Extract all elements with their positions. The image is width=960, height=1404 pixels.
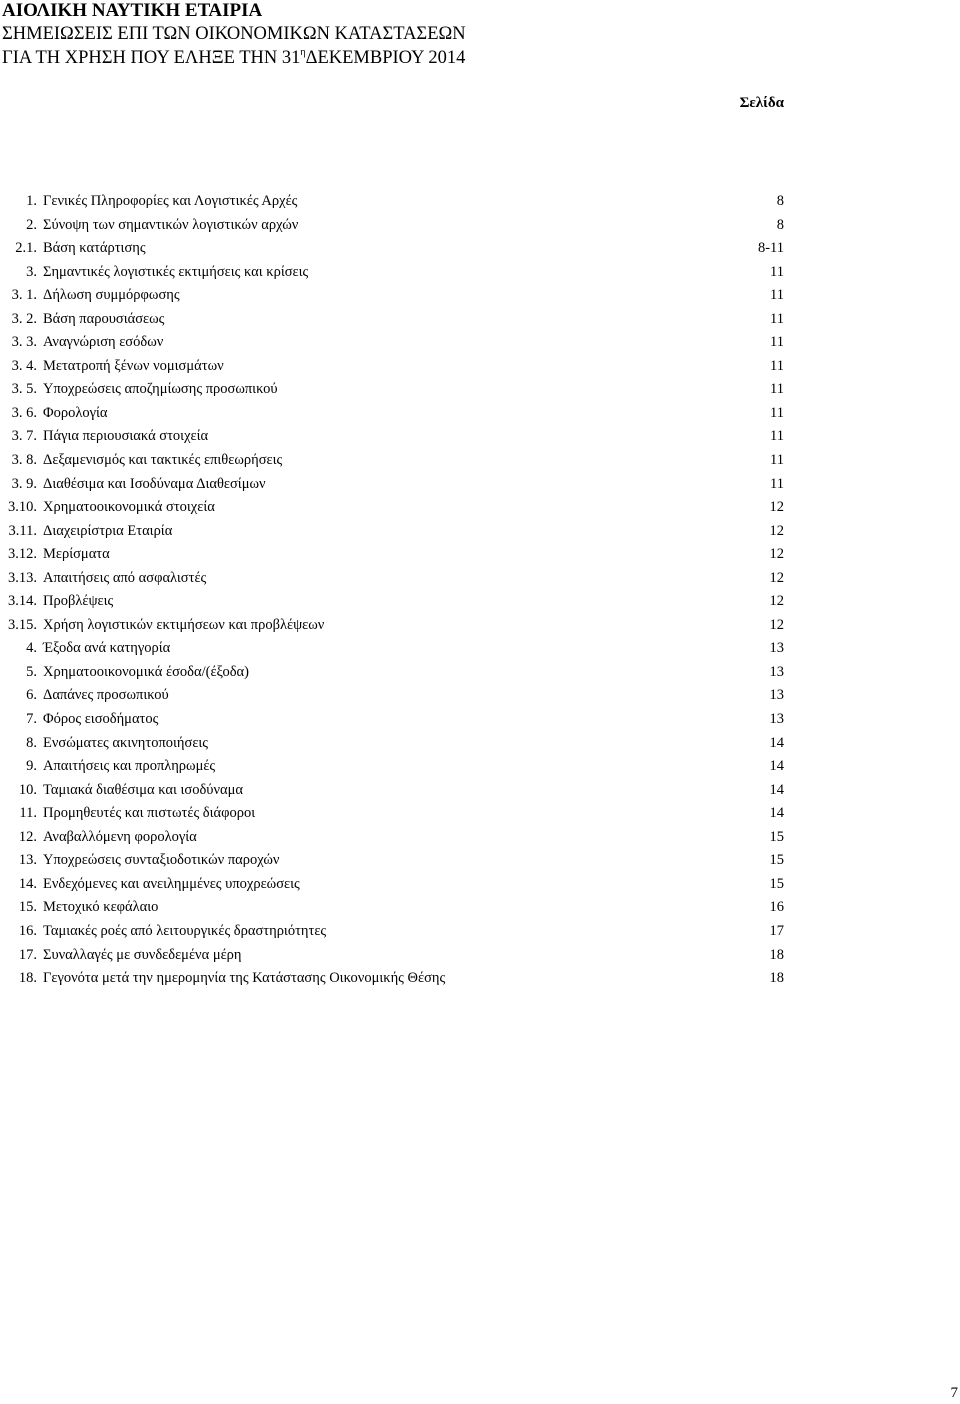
toc-entry-title: Σύνοψη των σημαντικών λογιστικών αρχών: [43, 216, 299, 233]
page-column-label: Σελίδα: [739, 95, 784, 111]
toc-entry-title: Αναβαλλόμενη φορολογία: [43, 828, 197, 845]
document-period: [2, 46, 702, 70]
toc-entry-number: 10.: [18, 781, 37, 798]
company-name: ΑΙΟΛΙΚΗ ΝΑΥΤΙΚΗ ΕΤΑΙΡΙΑ: [2, 0, 263, 21]
toc-entry-number: 5.: [26, 663, 37, 680]
toc-entry-page: 14: [769, 781, 784, 798]
table-of-contents: [0, 190, 960, 991]
toc-entry: [0, 308, 960, 332]
toc-entry: [0, 331, 960, 355]
toc-entry: [0, 614, 960, 638]
toc-entry-page: 12: [769, 522, 784, 539]
toc-entry-page: 12: [769, 616, 784, 633]
toc-entry-page: 11: [770, 381, 784, 398]
toc-entry: [0, 520, 960, 544]
toc-entry-title: Χρήση λογιστικών εκτιμήσεων και προβλέψεων: [43, 616, 325, 633]
toc-entry-title: Υποχρεώσεις αποζημίωσης προσωπικού: [43, 381, 278, 398]
toc-entry-number: 3.: [26, 263, 37, 280]
toc-entry: [0, 661, 960, 685]
toc-entry-page: 11: [770, 263, 784, 280]
toc-entry-title: Διαθέσιμα και Ισοδύναμα Διαθεσίμων: [43, 475, 266, 492]
toc-entry-page: 11: [770, 404, 784, 421]
toc-entry: [0, 826, 960, 850]
toc-entry-number: 1.: [26, 193, 37, 209]
toc-entry-number: 3. 1.: [11, 287, 37, 304]
toc-entry-page: 16: [769, 899, 784, 916]
toc-entry: [0, 449, 960, 473]
toc-entry-page: 12: [769, 593, 784, 610]
toc-entry-title: Χρηματοοικονομικά έσοδα/(έξοδα): [43, 663, 249, 680]
toc-entry-number: 3. 7.: [11, 428, 37, 445]
toc-entry-page: 8: [776, 216, 784, 233]
toc-entry-title: Απαιτήσεις από ασφαλιστές: [43, 569, 207, 586]
toc-entry-number: 18.: [18, 970, 37, 987]
toc-entry-page: 18: [769, 946, 784, 963]
toc-entry-page: 13: [769, 663, 784, 680]
toc-entry-title: Γενικές Πληροφορίες και Λογιστικές Αρχές: [43, 193, 298, 209]
toc-entry-title: Μετοχικό κεφάλαιο: [43, 899, 159, 916]
toc-entry-title: Έξοδα ανά κατηγορία: [43, 640, 171, 657]
toc-entry-page: 13: [769, 687, 784, 704]
toc-entry-page: 15: [769, 875, 784, 892]
toc-entry-number: 3. 5.: [11, 381, 37, 398]
toc-entry-page: 12: [769, 569, 784, 586]
toc-entry: [0, 473, 960, 497]
toc-entry: [0, 237, 960, 261]
toc-entry-number: 3. 9.: [11, 475, 37, 492]
toc-entry-number: 3. 2.: [11, 310, 37, 327]
toc-entry-page: 14: [769, 758, 784, 775]
toc-entry-title: Ενδεχόμενες και ανειλημμένες υποχρεώσεις: [43, 875, 300, 892]
toc-entry-number: 8.: [26, 734, 37, 751]
toc-entry-page: 12: [769, 546, 784, 563]
toc-entry-title: Σημαντικές λογιστικές εκτιμήσεις και κρίσεις: [43, 263, 309, 280]
toc-entry: [0, 425, 960, 449]
toc-entry-title: Προμηθευτές και πιστωτές διάφοροι: [43, 805, 256, 822]
toc-entry: [0, 284, 960, 308]
toc-entry-title: Γεγονότα μετά την ημερομηνία της Κατάστασης Οικονομικής Θέσης: [43, 970, 446, 987]
toc-entry: [0, 190, 960, 214]
toc-entry: [0, 496, 960, 520]
toc-entry: [0, 637, 960, 661]
toc-entry-number: 2.: [26, 216, 37, 233]
toc-entry-number: 4.: [26, 640, 37, 657]
toc-entry-title: Βάση παρουσιάσεως: [43, 310, 165, 327]
toc-entry-number: 3.11.: [8, 522, 37, 539]
toc-entry-page: 11: [770, 475, 784, 492]
toc-entry-title: Υποχρεώσεις συνταξιοδοτικών παροχών: [43, 852, 280, 869]
toc-entry-title: Βάση κατάρτισης: [43, 240, 146, 257]
toc-entry-number: 15.: [18, 899, 37, 916]
toc-entry-page: 11: [770, 452, 784, 469]
toc-entry-title: Ενσώματες ακινητοποιήσεις: [43, 734, 209, 751]
toc-entry-number: 2.1.: [15, 240, 37, 257]
toc-entry: [0, 967, 960, 991]
toc-entry-page: 15: [769, 852, 784, 869]
toc-entry: [0, 355, 960, 379]
document-header: [2, 0, 702, 70]
toc-entry: [0, 779, 960, 803]
toc-entry-page: 14: [769, 805, 784, 822]
toc-entry-title: Χρηματοοικονομικά στοιχεία: [43, 499, 215, 516]
toc-entry-number: 3.13.: [8, 569, 37, 586]
toc-entry: [0, 802, 960, 826]
toc-entry-title: Δαπάνες προσωπικού: [43, 687, 169, 704]
toc-entry-number: 3. 4.: [11, 357, 37, 374]
period-suffix: ΔΕΚΕΜΒΡΙΟΥ 2014: [305, 48, 466, 68]
toc-entry-title: Φορολογία: [43, 404, 108, 421]
toc-entry: [0, 214, 960, 238]
toc-entry: [0, 543, 960, 567]
toc-entry-title: Ταμιακά διαθέσιμα και ισοδύναμα: [43, 781, 244, 798]
period-prefix: ΓΙΑ ΤΗ ΧΡΗΣΗ ΠΟΥ ΕΛΗΞΕ ΤΗΝ 31: [2, 48, 301, 68]
toc-entry: [0, 402, 960, 426]
toc-entry-page: 8: [776, 193, 784, 209]
toc-entry-page: 13: [769, 711, 784, 728]
toc-entry: [0, 732, 960, 756]
toc-entry-title: Απαιτήσεις και προπληρωμές: [43, 758, 216, 775]
toc-entry: [0, 896, 960, 920]
toc-entry-number: 16.: [18, 922, 37, 939]
toc-entry-page: 11: [770, 287, 784, 304]
toc-entry-title: Δήλωση συμμόρφωσης: [43, 287, 180, 304]
toc-entry: [0, 849, 960, 873]
toc-entry-title: Αναγνώριση εσόδων: [43, 334, 164, 351]
toc-entry-number: 3. 8.: [11, 452, 37, 469]
toc-entry-number: 3.14.: [8, 593, 37, 610]
toc-entry: [0, 378, 960, 402]
toc-entry: [0, 684, 960, 708]
toc-entry-page: 12: [769, 499, 784, 516]
toc-entry: [0, 944, 960, 968]
toc-entry-page: 11: [770, 428, 784, 445]
toc-entry-number: 3. 6.: [11, 404, 37, 421]
document-title: ΣΗΜΕΙΩΣΕΙΣ ΕΠΙ ΤΩΝ ΟΙΚΟΝΟΜΙΚΩΝ ΚΑΤΑΣΤΑΣΕΩΝ: [2, 24, 466, 44]
toc-entry-title: Ταμιακές ροές από λειτουργικές δραστηριότητες: [43, 922, 327, 939]
toc-entry-page: 18: [769, 970, 784, 987]
toc-entry-title: Μετατροπή ξένων νομισμάτων: [43, 357, 224, 374]
toc-entry-page: 11: [770, 334, 784, 351]
toc-entry-page: 17: [769, 922, 784, 939]
toc-entry-number: 13.: [18, 852, 37, 869]
toc-entry: [0, 755, 960, 779]
toc-entry-number: 6.: [26, 687, 37, 704]
toc-entry-page: 8-11: [757, 240, 784, 257]
toc-entry: [0, 590, 960, 614]
toc-entry-title: Δεξαμενισμός και τακτικές επιθεωρήσεις: [43, 452, 283, 469]
toc-entry: [0, 567, 960, 591]
toc-entry-page: 15: [769, 828, 784, 845]
toc-entry-page: 11: [770, 357, 784, 374]
toc-entry-number: 3. 3.: [11, 334, 37, 351]
toc-entry-number: 7.: [26, 711, 37, 728]
toc-entry-number: 3.10.: [8, 499, 37, 516]
toc-entry-number: 3.12.: [8, 546, 37, 563]
toc-entry-page: 14: [769, 734, 784, 751]
toc-entry-number: 12.: [18, 828, 37, 845]
toc-entry-number: 14.: [18, 875, 37, 892]
toc-entry: [0, 920, 960, 944]
toc-entry: [0, 261, 960, 285]
toc-entry-title: Συναλλαγές με συνδεδεμένα μέρη: [43, 946, 242, 963]
toc-entry-title: Μερίσματα: [43, 546, 110, 563]
page-number: 7: [950, 1385, 958, 1401]
toc-entry-page: 13: [769, 640, 784, 657]
toc-entry-title: Φόρος εισοδήματος: [43, 711, 159, 728]
toc-entry-number: 17.: [18, 946, 37, 963]
toc-entry-number: 9.: [26, 758, 37, 775]
toc-entry-number: 11.: [19, 805, 37, 822]
toc-entry: [0, 708, 960, 732]
toc-entry-title: Διαχειρίστρια Εταιρία: [43, 522, 173, 539]
toc-entry: [0, 873, 960, 897]
toc-entry-title: Προβλέψεις: [43, 593, 114, 610]
toc-entry-title: Πάγια περιουσιακά στοιχεία: [43, 428, 209, 445]
toc-entry-number: 3.15.: [8, 616, 37, 633]
period-superscript: η: [300, 47, 306, 58]
toc-entry-page: 11: [770, 310, 784, 327]
